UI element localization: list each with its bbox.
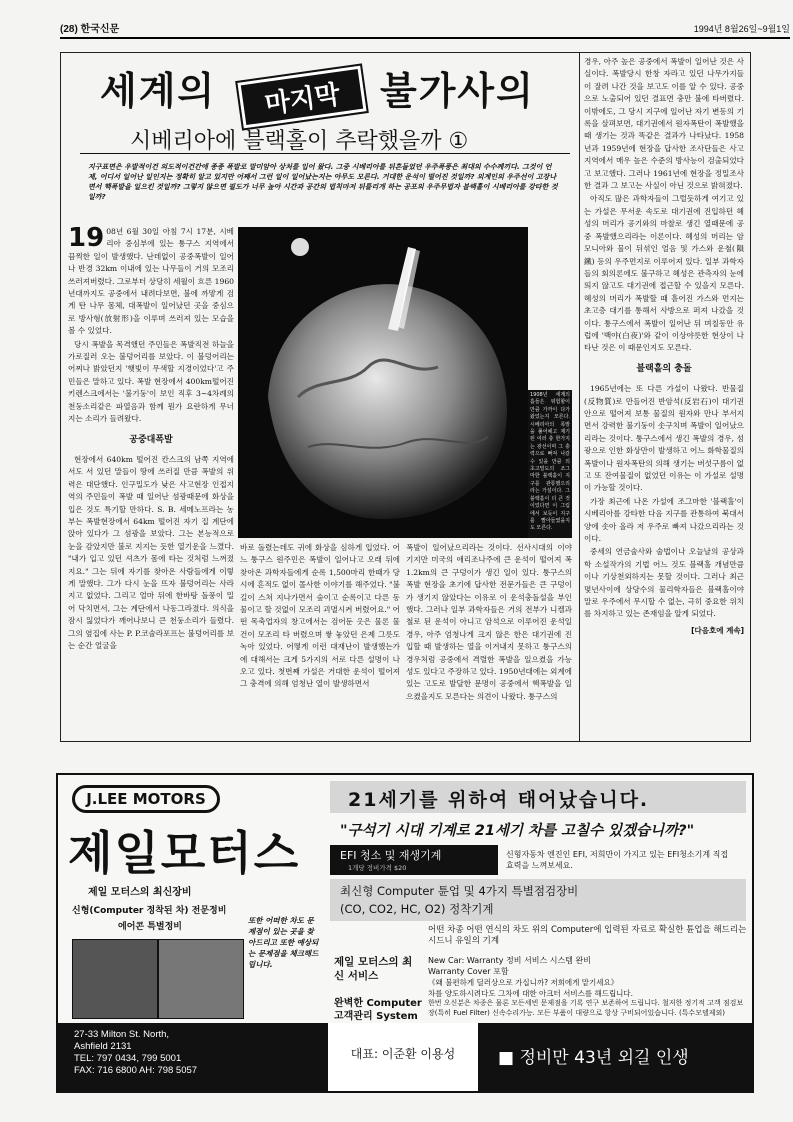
section-heading-blackhole: 블랙홀의 충돌 xyxy=(636,363,692,374)
efi-price: 1개당 정비가격 $20 xyxy=(348,864,407,872)
new-car-line-3: 《왜 불편하게 딜러상으로 가십니까? 저희에게 맡기세요》 xyxy=(428,978,619,987)
efi-title: EFI 청소 및 재생기계 xyxy=(340,849,442,862)
ad-tagline-2: 신형(Computer 정착된 차) 전문정비 xyxy=(72,906,227,916)
fax: FAX: 716 6800 AH: 798 5057 xyxy=(74,1065,198,1076)
new-car-line-2: Warranty Cover 포함 xyxy=(428,967,509,976)
col4-paragraph-2: 아직도 많은 과학자들이 그럴듯하게 여기고 있는 가설은 무서운 속도로 대기권에 진입하던 혜성의 머리가 공기와의 마찰로 생긴 열때문에 공중 폭발했으리라는 이론이다. 혜성의 머리는 암모니아와 물이 뒤섞인 얼음 및 가스와 운철(隕鐵) 등의 우주먼지로 이루어져 있다. 일부 과학자들의 회의론에도 불구하고 혜성은 관측자의 눈에 띄지 않고도 대기권에 접근할 수 있을지 모른다. 혜성의 머리가 폭발할 때 흩어진 가스와 먼지는 초고층 대기를 통해서 사방으로 퍼져 나갔을 것이다. 퉁구스에서 폭발이 일어난 뒤 며칠동안 유럽에 '백야(白夜)'와 같이 이상야릇한 현상이 나타난 것은 이 때문인지도 모른다. xyxy=(584,194,744,353)
new-car-line-1: New Car: Warranty 정비 서비스 시스템 완비 xyxy=(428,956,591,965)
page-header xyxy=(60,20,790,42)
col1-paragraph-1: 08년 6월 30일 아침 7시 17분, 시베리아 중심부에 있는 퉁구스 지역에서 끔찍한 일이 발생했다. 난데없이 공중폭발이 일어나 반경 32km 이내에 있는 나무들이 거의 모조리 쓰러져버렸다. 그로부터 상당히 세월이 흐른 1960년대까지도 공중에서 내려다보면, 불에 까맣게 검게 탄 나무 몸체, 대폭발이 일어났던 곳을 중심으로 방사형(放射形)을 이루며 쓰러져 있는 모습을 볼 수 있었다. xyxy=(68,227,234,336)
illustration xyxy=(238,227,528,538)
management-description: 한번 오신분은 차종은 물론 모든세빈 문제점을 기록 연구 보존하여 드립니다. 철저한 정기적 고객 점검보장(특히 Fuel Filter) 신속수리가능. 모든 부품이 대량으로 항상 구비되어있습니다. (특수모델제외) xyxy=(428,999,744,1017)
headline-badge: 마지막 xyxy=(237,66,366,129)
col4-paragraph-3: 1965년에는 또 다른 가설이 나왔다. 반물질(反物質)로 만들어진 반암석(反岩石)이 대기권 안으로 떨어져 보통 물질의 원자와 만나 부서지면서 강력한 불기둥이 솟구치며 폭발이 일어났으리라는 것이다. 퉁구스에서 생긴 폭발의 경우, 섬광으로 인한 화상만이 발생하고 어느 화학물질의 폭발이나 원자폭탄의 의해 생기는 버섯구름이 없고 또 잔여물질이 없었던 이유는 이 가설로 설명이 가능할 것이다. xyxy=(584,384,744,493)
years-text: ■ 정비만 43년 외길 인생 xyxy=(498,1048,689,1068)
address-line-2: Ashfield 2131 xyxy=(74,1041,132,1052)
headline-word-1: 세계의 xyxy=(100,69,217,113)
computer-title-1: 최신형 Computer 튠업 및 4가지 특별점검장비 xyxy=(340,884,579,898)
computer-title-2: (CO, CO2, HC, O2) 정착기계 xyxy=(340,902,494,916)
column-4 xyxy=(584,56,744,736)
col4-paragraph-1: 경우, 아주 높은 공중에서 폭발이 일어난 것은 사실이다. 폭발당시 한창 자라고 있던 나무가지들이 잘려 나간 것을 보고도 이를 알 수 있다. 공중으로 노출되어 있던 결표면 충만 불에 타버렸다. 이밖에도, 그 당시 지구에 일어난 자기 변동의 기록을 살펴보면, 대기권에서 원자폭탄이 폭발했을 때 생기는 것과 똑같은 결과가 나타났다. 1958년과 1959년에 현장을 답사한 조사단들은 사고지역에서 매우 높은 수준의 방사능이 검출되었다고 보고했다. 그러나 1961년에 현장을 정밀조사한 결과 그 보고는 사실이 아닌 것으로 밝혀졌다. xyxy=(584,57,744,191)
col4-paragraph-5: 중세의 연금술사와 술법이나 오늘날의 공상과학 소설작가의 기법 어느 것도 블랙홀 개념만큼이나 기상천외하지는 못할 것이다. 그러나 최근 몇년사이에 상당수의 물리학자들은 블랙홀이야말로 우주에서 무시할 수 없는, 극히 중요한 위치를 차지하고 있는 존재임을 알게 되었다. xyxy=(584,547,744,619)
col4-paragraph-4: 가장 최근에 나온 가설에 조그마한 '블랙홀'이 시베리아를 강타한 다음 지구를 관통하여 북대서양에 솟아 올라 저 우주로 빠져 나갔으리라는 것이다. xyxy=(584,496,744,544)
ad-photo-note: 또한 어떠한 차도 문제점이 있는 곳을 찾아드리고 또한 예상되는 문제점을 체크해드립니다. xyxy=(248,916,319,969)
contact-block xyxy=(58,1023,328,1091)
col2-paragraph: 바로 돌렸는데도 귀에 화상을 심하게 입었다. 어느 퉁구스 원주민은 폭발이 일어나고 오래 뒤에 찾아온 과학자들에게 순록 1,500마리 한때가 당시에 흔적도 없이 몰사한 이야기를 해주었다. "불길이 스쳐 지나가면서 숲이고 순록이고 다른 동물이고 할 것없이 모조리 괴멸시켜 버렸어요." 어떤 목축업자의 창고에서는 검어둔 옷은 물론 물건이 모조리 타 버렸으며 쌓 놓았던 은제 그릇도 녹아 있었다. 어떻게 이런 대재난이 발생했는가에 대해서는 크게 5가지의 서로 다른 설명이 나오고 있다. 첫번째 가설은 거대한 운석이 떨어져 그 충격에 의해 엄청난 열이 발생하면서 xyxy=(240,543,400,689)
page-number: (28) 한국신문 xyxy=(60,24,120,35)
advertisement xyxy=(56,773,754,1093)
ad-slogan: "구석기 시대 기계로 21세기 차를 고칠수 있겠습니까?" xyxy=(340,823,695,839)
management-heading: 완벽한 Computer 고객관리 System xyxy=(334,998,422,1022)
address-line-1: 27-33 Milton St. North, xyxy=(74,1029,170,1040)
ad-tagline-1: 제일 모터스의 최신장비 xyxy=(88,887,192,898)
new-car-line-4: 차를 양도하시려다도 그차에 대한 아크터 서비스를 해드립니다. xyxy=(428,989,634,998)
ad-bottom-bar xyxy=(328,1023,752,1091)
dropcap: 19 xyxy=(68,226,105,253)
col1-paragraph-2: 당시 폭발을 목격했던 주민들은 폭발직전 하늘을 가로질러 오는 불덩어리를 보았다. 이 불덩어리는 어찌나 밝았던지 '햇빛이 무색할 지경이었다'고 주민들은 말하고 있다. 폭발 현장에서 400km떨어진 키렌스크에서는 '불기둥'이 보인 직후 3~4차례의 천둥소리같은 파열음과 함께 뭔가 요란하게 무너지는 소리가 들려왔다. xyxy=(68,339,234,424)
illustration-caption: 1908년 세계의 흡들은 위험할이 만큼 가까이 다가왔었는지 모른다. 시베리아의 폭발을 풀어헤고 제기된 여러 충 한가지는 광선이며 그 충력으로 빠져 나갈 수 있을 만큼 의 초고밀도의 조그마한 블랙홀이 지구를 관통했으리라는 가설이다. 그 블랙홀이 더 큰 것이었다면 이 그림에서 보듯이 지구를 빨아들였을지도 모른다. xyxy=(528,390,572,538)
ad-photo-2 xyxy=(158,939,244,1019)
ad-headline: 21세기를 위하여 태어났습니다. xyxy=(348,789,650,811)
col1-paragraph-3: 현장에서 640km 떨어진 칸스크의 남쪽 지역에서도 서 있던 말들이 땅에 쓰러질 만큼 폭발의 위력은 대단했다. 인구밀도가 낮은 사고현장 인접지역의 주민들이 폭발 때 일어난 섬광때문에 화상을 입은 것도 특기할 만하다. S. B. 세메노프라는 농부는 폭발현장에서 64km 떨어진 자기 집 계단에 앉아 있다가 그 섬광을 보았다. 그는 본능적으로 눈을 감았지만 불로 지지는 듯한 열기운을 느꼈다. "내가 입고 있던 셔츠가 몸에 타는 것처럼 느껴졌지요." 그는 뒤에 자기를 찾아온 사람들에게 이렇게 말했다. 그가 다시 눈을 뜨자 불덩어리는 사라지고 없었다. 그리고 얼마 뒤에 한바탕 돌풍이 밀어 닥치면서, 그는 계단에서 나동그라졌다. 의식을 잠시 잃었다가 깨어나보니 큰 천둥소리가 들렸다. 그의 옆집에 사는 P. P.코술라포프는 불덩어리를 보는 순간 얼굴을 xyxy=(68,454,234,650)
continued-note: [다음호에 계속] xyxy=(691,625,744,635)
subtitle: 시베리아에 블랙홀이 추락했을까 ① xyxy=(130,129,469,154)
ad-logo: J.LEE MOTORS xyxy=(72,785,220,813)
service-lead: 어떤 차종 어떤 연식의 차도 위의 Computer에 입력된 자료로 확실한 튠업을 해드리는 시드니 유일의 기계 xyxy=(428,925,747,946)
earth-blackhole-illustration xyxy=(238,227,528,538)
col3-paragraph: 폭발이 일어났으리라는 것이다. 선사시대의 이야기지만 미국의 애리조나주에 큰 운석이 떨어져 폭 1.2km의 큰 구덩이가 생긴 일이 있다. 퉁구스의 폭발 현장을 초기에 답사한 전문가들은 큰 구덩이가 생기지 않았다는 이유로 이 운석충돌설을 부인했다. 그러나 일부 과학자들은 거의 전부가 니켈과 철로 된 운석이 아니고 암석으로 이루어진 운석일 경우, 아주 엄청나게 크지 않은 한은 대기권에 진입할 때 발생하는 열을 이겨내지 못하고 퉁구스의 경우처럼 공중에서 격렬한 폭발을 일으켰을 가능성도 있다고 주장하고 있다. 1950년대에는 외계에 있는 고도로 발달한 문명이 공중에서 핵폭발을 일으켰을지도 모른다는 의견이 나왔다. 퉁구스의 xyxy=(406,543,572,701)
column-1 xyxy=(68,226,234,736)
efi-description: 신형자동차 엔진인 EFI, 저희만이 가지고 있는 EFI청소기계 직접 효력을 느껴보세요. xyxy=(506,850,729,870)
service-heading: 제일 모터스의 최신 서비스 xyxy=(334,956,413,982)
section-heading-aerial-explosion: 공중대폭발 xyxy=(129,434,173,445)
ad-photo xyxy=(72,939,158,1019)
column-2 xyxy=(240,542,400,736)
headline-word-2: 불가사의 xyxy=(380,69,535,113)
ad-tagline-3: 에어콘 특별정비 xyxy=(118,922,182,932)
header-rule xyxy=(60,37,790,39)
lead-paragraph: 지구표면은 우발적이건 의도적이건간에 종종 폭발로 말미암아 상처를 입어 왔다. 그중 시베리아를 뒤흔들었던 우주폭풍은 최대의 수수께끼다. 그것이 언제, 어디서 일어난 일인지는 정확히 알고 있지만 어째서 그런 일이 일어났는지는 아무도 모른다. 거대한 운석이 떨어진 것일까? 외계인의 우주선이 고장나면서 핵폭발을 일으킨 것일까? 그렇지 않으면 필도가 너무 높아 시간과 공간의 법칙마저 뒤틀리게 하는 공포의 우주무법자 블랙홀이 시베리아를 강타한 것일까? xyxy=(88,163,558,201)
issue-date: 1994년 8월26일~9월1일 xyxy=(693,24,790,34)
representatives: 대표: 이준환 이용성 xyxy=(350,1047,456,1061)
column-3 xyxy=(406,542,572,736)
ad-company-name: 제일모터스 xyxy=(68,826,301,880)
subtitle-rule xyxy=(80,153,570,154)
telephone: TEL: 797 0434, 799 5001 xyxy=(74,1053,182,1064)
